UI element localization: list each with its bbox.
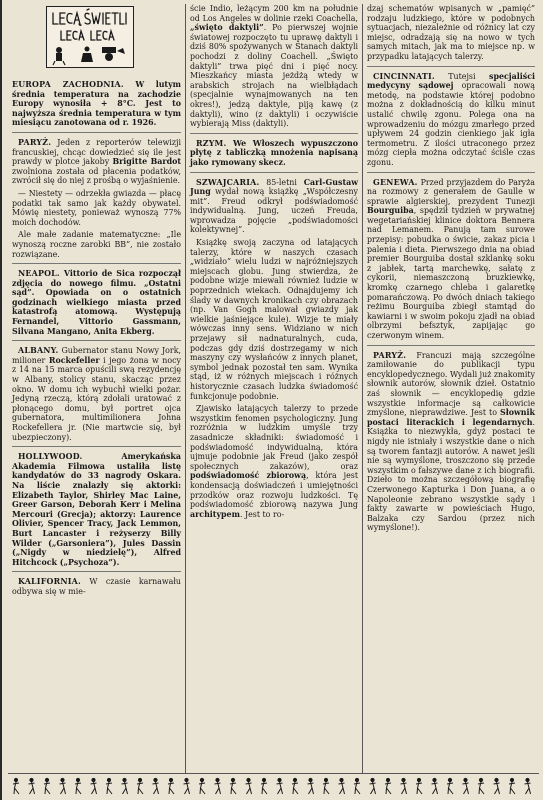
news-paryz-1-quote: — Niestety — odrzekła gwiazda — płacę podatki tak samo jak każdy obywatel. Mówię niestety, ponieważ wynoszą 77% moich dochodów. (12, 188, 181, 227)
separator (12, 446, 181, 447)
news-albany: ALBANY. Gubernator stanu Nowy Jork, milioner Rockefeller i jego żona w nocy z 14 na 15 marca opuścili swą rezydencję w Albany, stolicy stanu, skacząc przez okno. W domu ich wybuchł wielki pożar. Jedyną rzeczą, którą zdołali uratować z płonącego domu, był portret ojca gubernatora, multimilionera Johna Rockefellera jr. (Nie martwcie się, był ubezpieczony). (12, 346, 181, 442)
news-paryz-2: PARYŻ. Francuzi mają szczególne zamiłowanie do publikacji typu encyklopedycznego. Wydali już znakomity słownik autorów, słownik dzieł. Ostatnio zaś słownik — encyklopedię gdzie wszystkie informacje są całkowicie zmyślone, nieprawdziwe. Jest to Słownik postaci literackich i legendarnych. Książka to niezwykła, gdyż postaci te nigdy nie istniały i wszystkie dane o nich są tworem fantazji autorów. A nawet jeśli nie są wymyślone, troszczono się przede wszystkim o fałszywe dane z ich biografii. Dzieło to można szczegółową biografię Czerwonego Kapturka i Don Juana, a o Napoleonie zebrano wszystkie sądy i fakty zawarte w powieściach Hugo, Balzaka czy Sardou (przez nich wymyślone!). (367, 350, 535, 533)
news-paryz-1: PARYŻ. Jeden z reporterów telewizji francuskiej, chcąc dowiedzieć się ile jest prawdy w plotce jakoby Brigitte Bardot zwolniona została od płacenia podatków, zwrócił się do niej z prośbą o wyjaśnienie. (12, 137, 182, 186)
news-genewa: GENEWA. Przed przyjazdem do Paryża na rozmowy z generałem de Gaulle w sprawie algierskiej, prezydent Tunezji Bourguiba, spędził tydzień w prywatnej wegetariańskiej klinice doktora Bennera nad Lemanem. Panują tam surowe przepisy: pobudka o świcie, zakaz picia i palenia i dieta. Pierwszego dnia na obiad premier Bourguiba dostał szklankę soku z jabłek, tartą marchewkę, sałatę z cykorii, niemaszczoną bruzkiewkę, kromkę czarnego chleba i galaretkę pomarańczową. Po dwóch dniach takiego reżimu Bourguiba zbiegł stamtąd do kawiarni i w swoim pokoju zjadł na obiad olbrzymi befsztyk, zapijając go czerwonym winem. (367, 177, 535, 340)
separator (190, 133, 358, 134)
column-logo (46, 6, 134, 68)
separator (367, 345, 535, 346)
news-europa: EUROPA ZACHODNIA. W lutym średnia temperatura na zachodzie Europy wynosiła + 8°C. Jest to najwyższa średnia temperatura w tym miesiącu zanotowana od r. 1926. (12, 80, 182, 128)
news-paryz-1-end: Ale małe zadanie matematyczne: „Ile wynoszą roczne zarobki BB”, nie zostało rozwiązane. (12, 230, 181, 259)
separator (367, 66, 535, 67)
column-2 (185, 4, 362, 774)
separator (190, 172, 358, 173)
news-rzym: RZYM. We Włoszech wypuszczono płytę z tabliczką mnożenia napisaną jako rymowany skecz. (190, 138, 358, 167)
footer-ornament (8, 773, 539, 798)
news-cincinnati: CINCINNATI. Tutejsi specjaliści medycyny sądowej opracowali nową metodę, na podstawie której podobno można z dokładnością do kilku minut ustalić chwilę zgonu. Polega ona na wprowadzeniu do mózgu zmarłego przed upływem 24 godzin cienkiego jak igła termometru. Z ilości utraconego przez mózg ciepła można odczytać ściśle czas zgonu. (367, 71, 536, 167)
news-szwajcaria: SZWAJCARIA. 85-letni Carl-Gustaw Jung wydał nową książkę „Współczesny mit”. Freud odkrył podświadomość indywidualną. Jung, uczeń Freuda, wprowadza pojęcie „podświadomości kolektywnej”. (190, 177, 358, 235)
news-szwajcaria-2: Książkę swoją zaczyna od latających talerzy, które w naszych czasach „widziało” wielu ludzi w najróżniejszych miejscach globu. Jung stwierdza, że podobne wizje miewali również ludzie w poprzednich wiekach. Odnajdujemy ich ślady w dawnych kronikach czy obrazach (np. Van Gogh malował gwiazdy jak wielkie jaśniejące kule). Wizje te miały wówczas inny sens. Widziano w nich przejawy sił nadnaturalnych, cuda, podczas gdy dziś dostrzegamy w nich maszyny czy wysłańców z innych planet, symbol jednak pozostał ten sam. Wynika stąd, iż w różnych miejscach i różnych historycznie czasach ludzka świadomość funkcjonuje podobnie. (190, 238, 358, 401)
article-columns (8, 4, 539, 774)
news-neapol: NEAPOL. Vittorio de Sica rozpoczął zdjęcia do nowego filmu. „Ostatni sąd”. Opowiada on o ostatnich godzinach wielkiego miasta przed katastrofą atomową. Występują Fernandel, Vittorio Gassmann, Silvana Mangano, Anita Ekberg. (12, 269, 181, 336)
column-3 (362, 4, 539, 774)
news-szwajcaria-3: Zjawisko latających talerzy to przede wszystkim fenomen psychologiczny. Jung rozróżnia w ludzkim umyśle trzy zasadnicze składniki: świadomość i podświadomość indywidualną, która ujmuje podobnie jak Freud (jako zespół społecznych zakazów), oraz podświadomość zbiorową, która jest kondensacją doświadczeń i umiejętności przodków oraz rozwoju ludzkości. Tę podświadomość zbiorową nazywa Jung architypem. Jest to ro- (190, 404, 358, 519)
separator (12, 340, 181, 341)
news-kalifornia: KALIFORNIA. W czasie karnawału odbywa się w mie- (12, 577, 181, 596)
dancing-figures-icon (8, 774, 541, 796)
separator (12, 571, 181, 572)
fireflies-logo-icon (47, 7, 132, 66)
column-1 (8, 4, 185, 774)
news-kalifornia-cont: ście Indio, leżącym 200 km na południe od Los Angeles w dolinie rzeki Coachella, „święto daktyli”. Po pierwszej wojnie światowej rozpoczęto tu uprawę daktyli i dziś 80% spożywanych w Stanach daktyli pochodzi z doliny Coachell. „Święto daktyli” trwa pięć dni i pięć nocy. Mieszkańcy miasta jeżdżą wtedy w arabskich strojach na wielbłądach (specjalnie wynajmowanych na ten okres!), jedzą daktyle, piją kawę (z daktyli), wino (z daktyli) i oczywiście wybierają Miss (daktyli). (190, 4, 359, 129)
separator (12, 132, 181, 133)
separator (12, 263, 181, 264)
separator (367, 172, 535, 173)
news-szwajcaria-cont: dzaj schematów wpisanych w „pamięć” rodzaju ludzkiego, które w podobnych sytuacjach, niezależnie od różnicy lat czy miejsc, odradzają się na nowo w tych samych mitach, jak ma to miejsce np. w przypadku latających talerzy. (367, 4, 535, 61)
news-hollywood: HOLLYWOOD. Amerykańska Akademia Filmowa ustaliła listę kandydatów do 33 nagrody Oskara. Na liście znalazły się aktorki: Elizabeth Taylor, Shirley Mac Laine, Greer Garson, Deborah Kerr i Melina Mercouri (Grecja); aktorzy: Laurence Olivier, Spencer Tracy, Jack Lemmon, Burt Lancaster i reżyserzy Billy Wilder („Garsoniera”), Jules Dassin („Nigdy w niedzielę”), Alfred Hitchcock („Psychoza”). (12, 452, 181, 567)
